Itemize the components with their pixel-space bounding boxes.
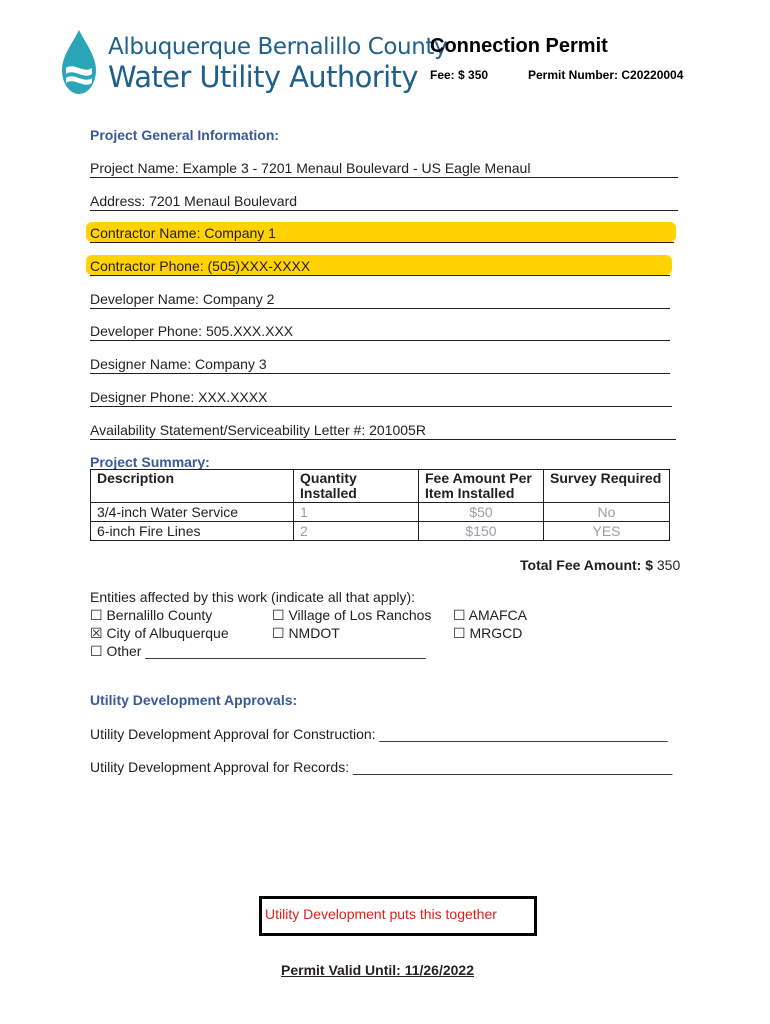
row-description: 6-inch Fire Lines: [91, 522, 294, 541]
header-survey-required: Survey Required: [544, 470, 670, 503]
checkbox-nmdot[interactable]: ☐ NMDOT: [272, 625, 340, 641]
availability-text: Availability Statement/Serviceability Letter #: 201005R: [90, 422, 426, 438]
header-fee-amount: Fee Amount Per Item Installed: [419, 470, 544, 503]
row-quantity: 1: [294, 503, 419, 522]
contractor-name-text: Contractor Name: Company 1: [90, 225, 276, 241]
developer-phone-text: Developer Phone: 505.XXX.XXX: [90, 323, 294, 339]
developer-name-text: Developer Name: Company 2: [90, 291, 275, 307]
header-description: Description: [91, 470, 294, 503]
header-quantity: Quantity Installed: [294, 470, 419, 503]
checkbox-city-of-albuquerque[interactable]: ☒ City of Albuquerque: [90, 625, 229, 641]
checkbox-bernalillo-county[interactable]: ☐ Bernalillo County: [90, 607, 213, 623]
total-fee: [520, 557, 680, 573]
checkbox-mrgcd[interactable]: ☐ MRGCD: [453, 625, 523, 641]
designer-phone-field: [90, 389, 267, 405]
entities-prompt: Entities affected by this work (indicate all that apply):: [90, 589, 416, 605]
total-fee-value: 350: [653, 557, 681, 573]
row-fee: $150: [419, 522, 544, 541]
address-text: Address: 7201 Menaul Boulevard: [90, 193, 298, 209]
contractor-name-field: [90, 225, 276, 241]
contractor-phone-field: [90, 258, 310, 274]
designer-name-field: [90, 356, 267, 372]
field-underline: [90, 439, 676, 440]
permit-number: Permit Number: C20220004: [528, 68, 684, 82]
table-row: [91, 503, 670, 522]
designer-phone-text: Designer Phone: XXX.XXXX: [90, 389, 268, 405]
developer-phone-field: [90, 323, 293, 339]
field-underline: [90, 373, 670, 374]
fee-text: Fee: $ 350: [430, 68, 489, 82]
availability-field: [90, 422, 426, 438]
total-fee-label: Total Fee Amount: $: [520, 557, 653, 573]
checkbox-other[interactable]: ☐ Other ____________________________________: [90, 643, 426, 659]
row-description: 3/4-inch Water Service: [91, 503, 294, 522]
page-title: Connection Permit: [430, 35, 608, 57]
approval-records: Utility Development Approval for Records: _________________________________________: [90, 759, 673, 775]
row-fee: $50: [419, 503, 544, 522]
contractor-phone-text: Contractor Phone: (505)XXX-XXXX: [90, 258, 311, 274]
row-quantity: 2: [294, 522, 419, 541]
project-summary-heading: Project Summary:: [90, 454, 210, 470]
field-underline: [90, 242, 674, 243]
row-survey: YES: [544, 522, 670, 541]
designer-name-text: Designer Name: Company 3: [90, 356, 267, 372]
approvals-heading: Utility Development Approvals:: [90, 692, 298, 708]
table-header-row: [91, 470, 670, 503]
field-underline: [90, 308, 670, 309]
developer-name-field: [90, 291, 274, 307]
logo-line1: Albuquerque Bernalillo County: [108, 34, 448, 60]
field-underline: [90, 406, 672, 407]
field-underline: [90, 210, 678, 211]
general-info-heading: Project General Information:: [90, 127, 280, 143]
approval-construction: Utility Development Approval for Construction: _____________________________________: [90, 726, 668, 742]
footer-note: Utility Development puts this together: [265, 906, 497, 922]
project-name-text: Project Name: Example 3 - 7201 Menaul Boulevard - US Eagle Menaul: [90, 160, 531, 176]
project-summary-table: [90, 469, 670, 541]
address-field: [90, 193, 297, 209]
water-drop-logo-icon: [58, 28, 100, 96]
checkbox-amafca[interactable]: ☐ AMAFCA: [453, 607, 528, 623]
project-name-field: [90, 160, 530, 176]
row-survey: No: [544, 503, 670, 522]
logo-line2: Water Utility Authority: [108, 60, 418, 94]
field-underline: [90, 275, 670, 276]
field-underline: [90, 177, 678, 178]
permit-valid-until: Permit Valid Until: 11/26/2022: [281, 962, 474, 978]
table-row: [91, 522, 670, 541]
field-underline: [90, 340, 670, 341]
checkbox-village-los-ranchos[interactable]: ☐ Village of Los Ranchos: [272, 607, 432, 623]
